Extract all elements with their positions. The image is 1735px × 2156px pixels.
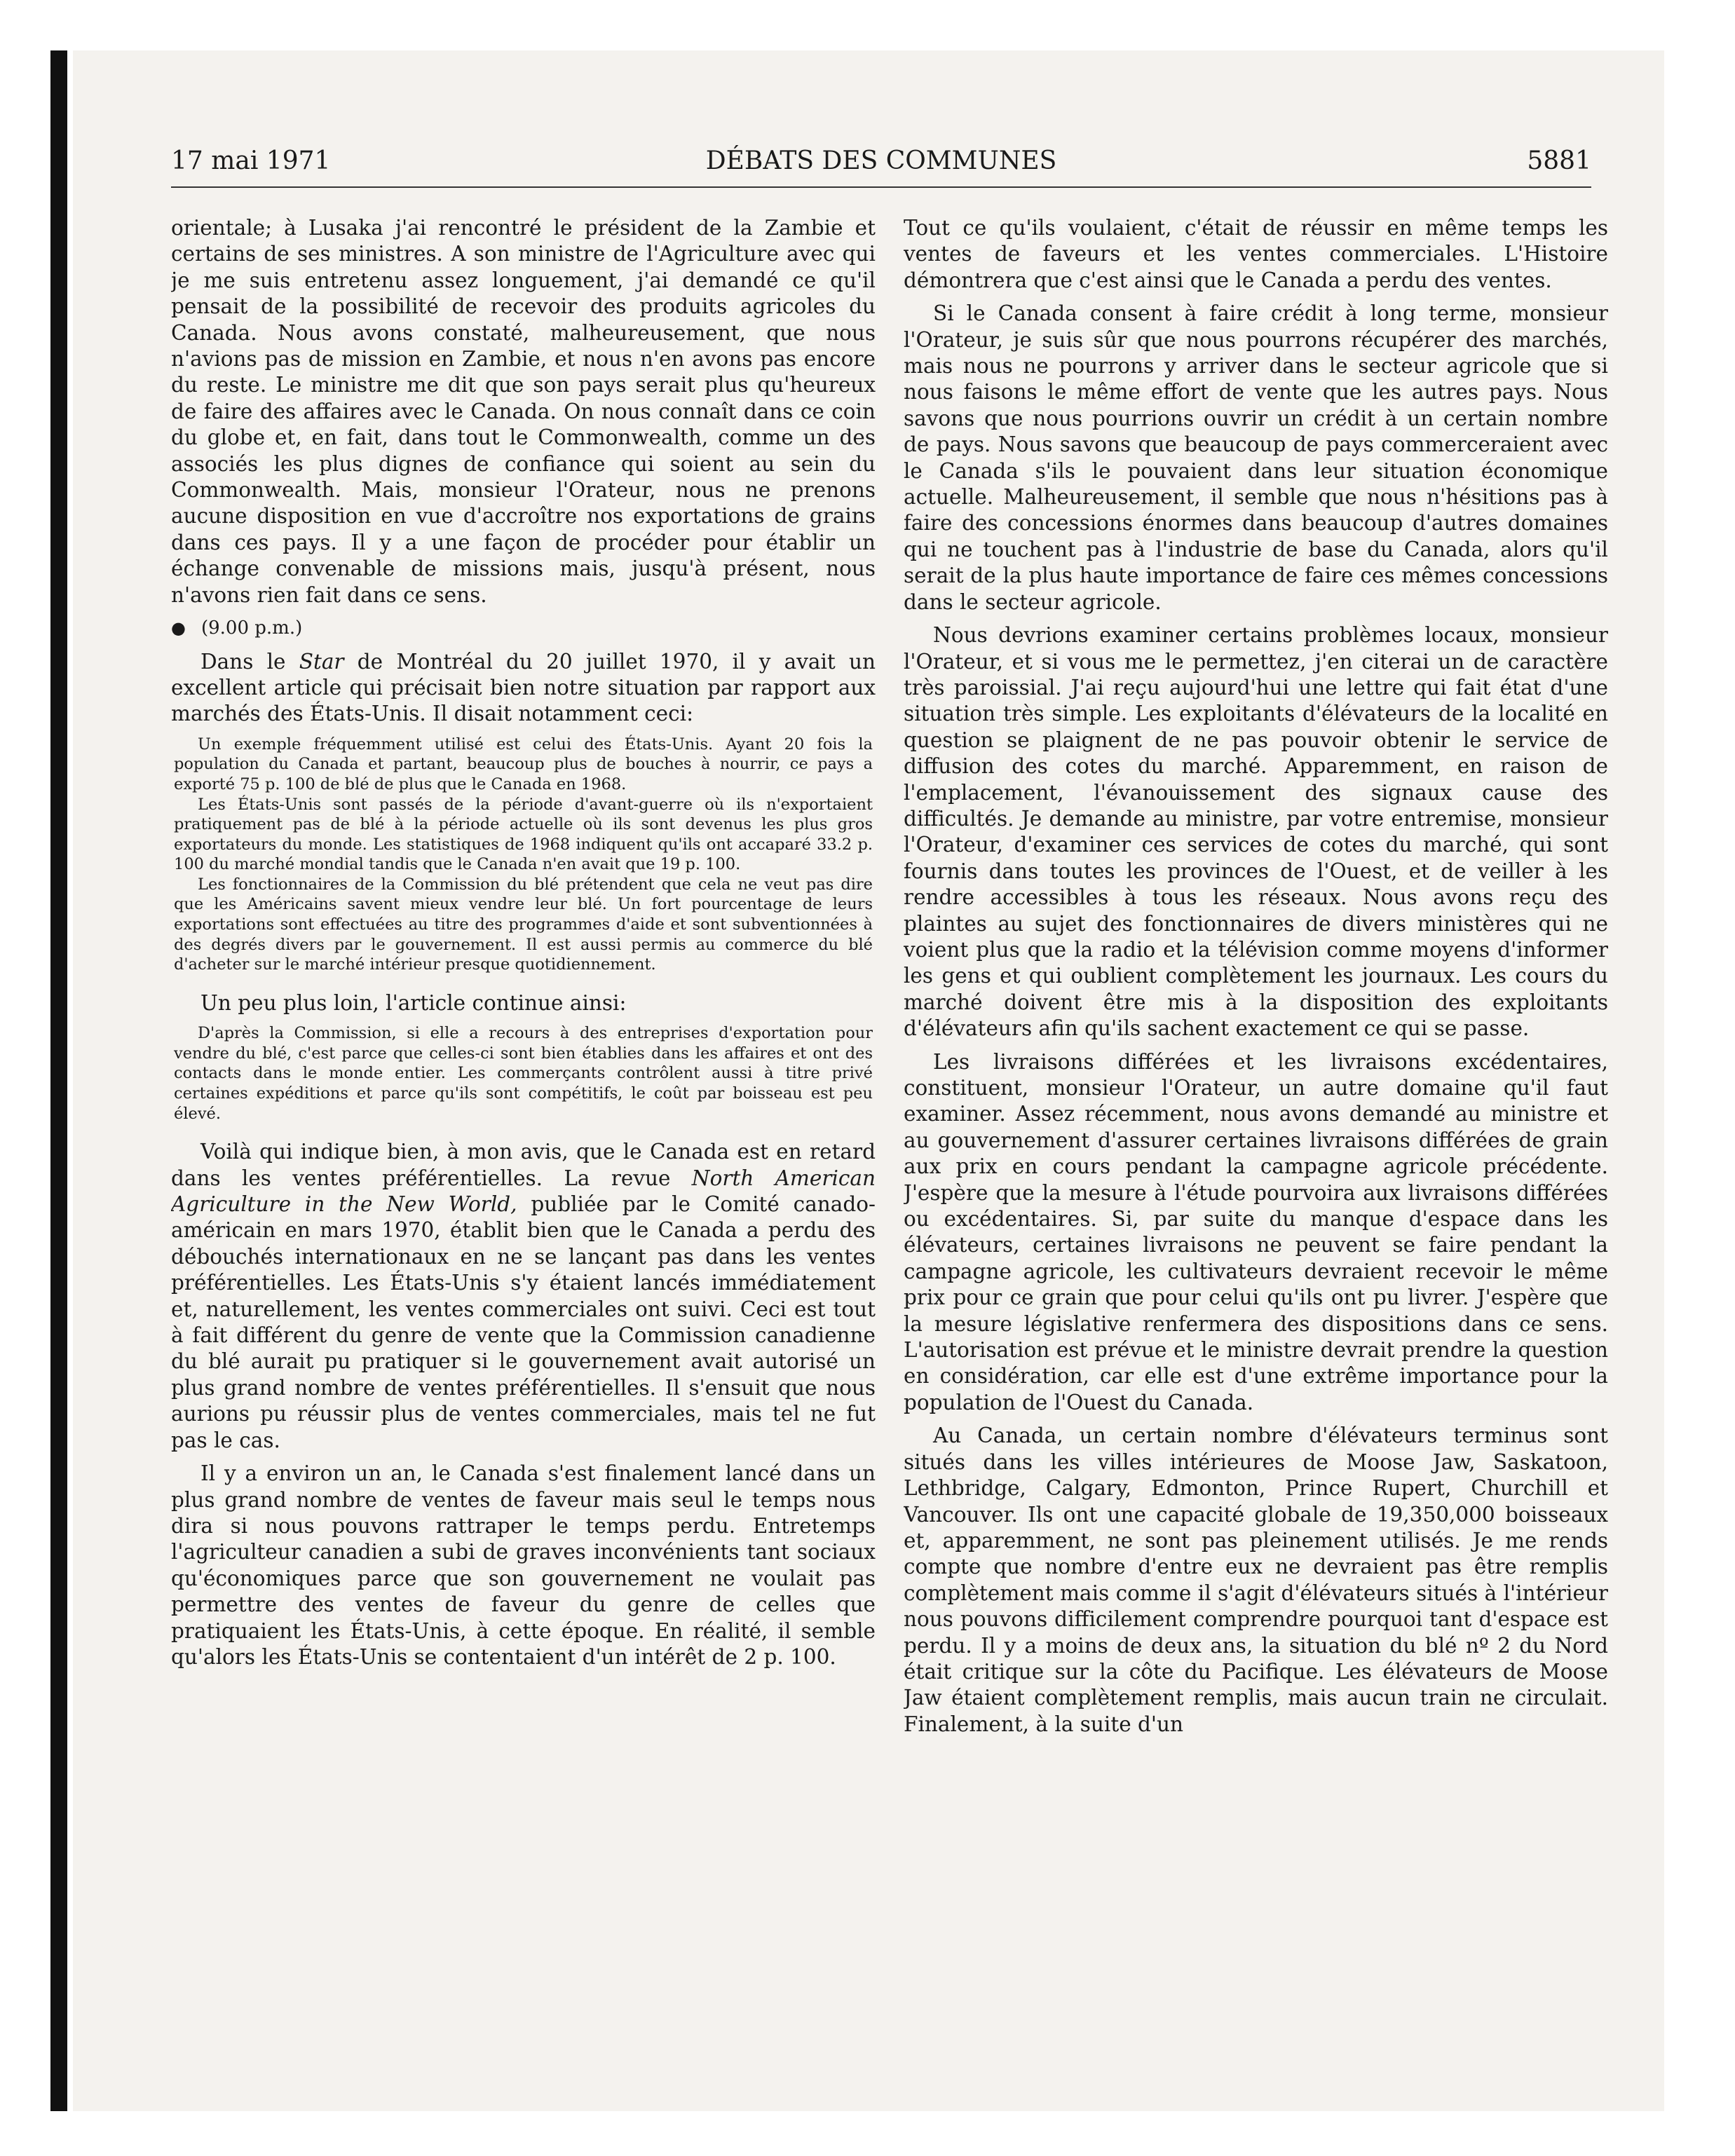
publication-title: North American Agriculture in the New World, bbox=[171, 1166, 876, 1217]
time-marker bbox=[171, 615, 876, 641]
paragraph: orientale; à Lusaka j'ai rencontré le président de la Zambie et certains de ses ministres. A son ministre de l'Agriculture avec qui je me suis entretenu assez longuement, j'ai demandé ce qu'il pensait de la possibilité de recevoir des produits agricoles du Canada. Nous avons constaté, malheureusement, que nous n'avions pas de mission en Zambie, et nous n'en avons pas encore du reste. Le ministre me dit que son pays serait plus qu'heureux de faire des affaires avec le Canada. On nous connaît dans ce coin du globe et, en fait, dans tout le Commonwealth, comme un des associés les plus dignes de confiance qui soient au sein du Commonwealth. Mais, monsieur l'Orateur, nous ne prenons aucune disposition en vue d'accroître nos exportations de grains dans ces pays. Il y a une façon de procéder pour établir un échange convenable de missions mais, jusqu'à présent, nous n'avons rien fait dans ce sens. bbox=[171, 216, 876, 607]
paragraph-text: publiée par le Comité canado-américain en mars 1970, établit bien que le Canada a perdu des débouchés internationaux en ne se lançant pas dans les ventes préférentielles. Les États-Unis s'y étaient lancés immédiatement et, naturellement, les ventes commerciales ont suivi. Ceci est tout à fait différent du genre de vente que la Commission canadienne du blé aurait pu pratiquer si le gouvernement avait autorisé un plus grand nombre de ventes préférentielles. Il s'ensuit que nous aurions pu réussir plus de ventes commerciales, mais tel ne fut pas le cas. bbox=[171, 1192, 876, 1452]
paragraph-text: Voilà qui indique bien, à mon avis, que le Canada est en retard dans les ventes préférentielles. La revue bbox=[171, 1140, 876, 1190]
quotation bbox=[171, 735, 876, 975]
paragraph: Tout ce qu'ils voulaient, c'était de réussir en même temps les ventes de faveurs et les ventes commerciales. L'Histoire démontrera que c'est ainsi que le Canada a perdu des ventes. bbox=[904, 216, 1608, 292]
paragraph-text: de Montréal du 20 juillet 1970, il y avait un excellent article qui précisait bien notre situation par rapport aux marchés des États-Unis. Il disait notamment ceci: bbox=[171, 649, 876, 726]
publication-title: Star bbox=[299, 649, 344, 674]
paragraph bbox=[171, 649, 876, 728]
quote-paragraph: D'après la Commission, si elle a recours à des entreprises d'exportation pour vendre du blé, c'est parce que celles-ci sont bien établies dans les affaires et ont des contacts dans le monde entier. Les commerçants contrôlent aussi à titre privé certaines expéditions et parce qu'ils sont compétitifs, le coût par boisseau est peu élevé. bbox=[174, 1024, 873, 1123]
paragraph bbox=[171, 1139, 876, 1454]
header-date: 17 mai 1971 bbox=[171, 146, 331, 175]
paragraph: Un peu plus loin, l'article continue ainsi: bbox=[200, 990, 627, 1015]
paragraph: Au Canada, un certain nombre d'élévateurs terminus sont situés dans les villes intérieures de Moose Jaw, Saskatoon, Lethbridge, Calgary, Edmonton, Prince Rupert, Churchill et Vancouver. Ils ont une capacité globale de 19,350,000 boisseaux et, apparemment, ne sont pas pleinement utilisés. Je me rends compte que nombre d'entre eux ne devraient pas être remplis complètement mais comme il s'agit d'élévateurs situés à l'intérieur nous pouvons difficilement comprendre pourquoi tant d'espace est perdu. Il y a moins de deux ans, la situation du blé nº 2 du Nord était critique sur la côte du Pacifique. Les élévateurs de Moose Jaw étaient complètement remplis, mais aucun train ne circulait. Finalement, à la suite d'un bbox=[904, 1424, 1608, 1736]
paragraph: Les livraisons différées et les livraisons excédentaires, constituent, monsieur l'Orateur, un autre domaine qu'il faut examiner. Assez récemment, nous avons demandé au ministre et au gouvernement d'assurer certaines livraisons différées de grain aux prix en cours pendant la campagne agricole précédente. J'espère que la mesure à l'étude pourvoira aux livraisons différées ou excédentaires. Si, par suite du manque d'espace dans les élévateurs, certaines livraisons ne peuvent se faire pendant la campagne agricole, les cultivateurs devraient recevoir le même prix pour ce grain que pour celui qu'ils ont pu livrer. J'espère que la mesure législative renfermera des dispositions dans ce sens. L'autorisation est prévue et le ministre devrait prendre la question en considération, car elle est d'une extrême importance pour la population de l'Ouest du Canada. bbox=[904, 1049, 1608, 1414]
paragraph: Il y a environ un an, le Canada s'est finalement lancé dans un plus grand nombre de ventes de faveur mais seul le temps nous dira si nous pouvons rattraper le temps perdu. Entretemps l'agriculteur canadien a subi de graves inconvénients tant sociaux qu'économiques parce que son gouvernement ne voulait pas permettre des ventes de faveur du genre de celles que pratiquaient les États-Unis, à cette époque. En réalité, il semble qu'alors les États-Unis se contentaient d'un intérêt de 2 p. 100. bbox=[171, 1461, 876, 1669]
quote-paragraph: Les fonctionnaires de la Commission du blé prétendent que cela ne veut pas dire que les Américains savent mieux vendre leur blé. Un fort pourcentage de leurs exportations sont effectuées au titre des programmes d'aide et sont subventionnées à des degrés divers par le gouvernement. Il est aussi permis au commerce du blé d'acheter sur le marché intérieur presque quotidiennement. bbox=[174, 875, 873, 974]
paragraph: Nous devrions examiner certains problèmes locaux, monsieur l'Orateur, et si vous me le permettez, j'en citerai un de caractère très paroissial. J'ai reçu aujourd'hui une lettre qui fait état d'une situation très simple. Les exploitants d'élévateurs de la localité en question se plaignent de ne pas pouvoir obtenir le service de diffusion des cotes du marché. Apparemment, en raison de l'emplacement, l'évanouissement des signaux cause des difficultés. Je demande au ministre, par votre entremise, monsieur l'Orateur, d'examiner ces services de cotes du marché, qui sont fournis dans toutes les provinces de l'Ouest, et de veiller à les rendre accessibles à tous les réseaux. Nous avons reçu des plaintes au sujet des fonctionnaires de divers ministères qui ne voient plus que la radio et la télévision comme moyens d'informer les gens et qui oublient complètement les journaux. Les cours du marché doivent être mis à la disposition des exploitants d'élévateurs afin qu'ils sachent exactement ce qui se passe. bbox=[904, 623, 1608, 1041]
quote-paragraph: Un exemple fréquemment utilisé est celui des États-Unis. Ayant 20 fois la population du Canada et partant, beaucoup plus de bouches à nourrir, ce pays a exporté 75 p. 100 de blé de plus que le Canada en 1968. bbox=[174, 735, 873, 793]
quotation bbox=[171, 1023, 876, 1124]
header-rule bbox=[171, 186, 1591, 188]
time-marker-text: (9.00 p.m.) bbox=[200, 618, 303, 639]
bullet-icon: ● bbox=[171, 618, 186, 639]
paragraph-text: Dans le bbox=[200, 649, 299, 674]
quote-paragraph: Les États-Unis sont passés de la période d'avant-guerre où ils n'exportaient pratiquement pas de blé à la période actuelle où ils sont devenus les plus gros exportateurs du monde. Les statistiques de 1968 indiquent qu'ils ont accaparé 33.2 p. 100 du marché mondial tandis que le Canada n'en avait que 19 p. 100. bbox=[174, 795, 873, 874]
paragraph: Si le Canada consent à faire crédit à long terme, monsieur l'Orateur, je suis sûr que nous pourrons récupérer des marchés, mais nous ne pourrons y arriver dans le secteur agricole que si nous faisons le même effort de vente que les autres pays. Nous savons que nous pourrions ouvrir un crédit à un certain nombre de pays. Nous savons que beaucoup de pays commerceraient avec le Canada s'ils le pouvaient dans leur situation économique actuelle. Malheureusement, il semble que nous n'hésitions pas à faire des concessions énormes dans beaucoup d'autres domaines qui ne touchent pas à l'industrie de base du Canada, alors qu'il serait de la plus haute importance de faire ces mêmes concessions dans le secteur agricole. bbox=[904, 301, 1608, 614]
running-head bbox=[171, 143, 1591, 179]
page-number: 5881 bbox=[1527, 146, 1591, 175]
right-column bbox=[904, 215, 1608, 2101]
document-page bbox=[73, 50, 1664, 2111]
scan-edge bbox=[50, 50, 67, 2111]
left-column bbox=[171, 215, 876, 2101]
header-title: DÉBATS DES COMMUNES bbox=[705, 146, 1057, 175]
